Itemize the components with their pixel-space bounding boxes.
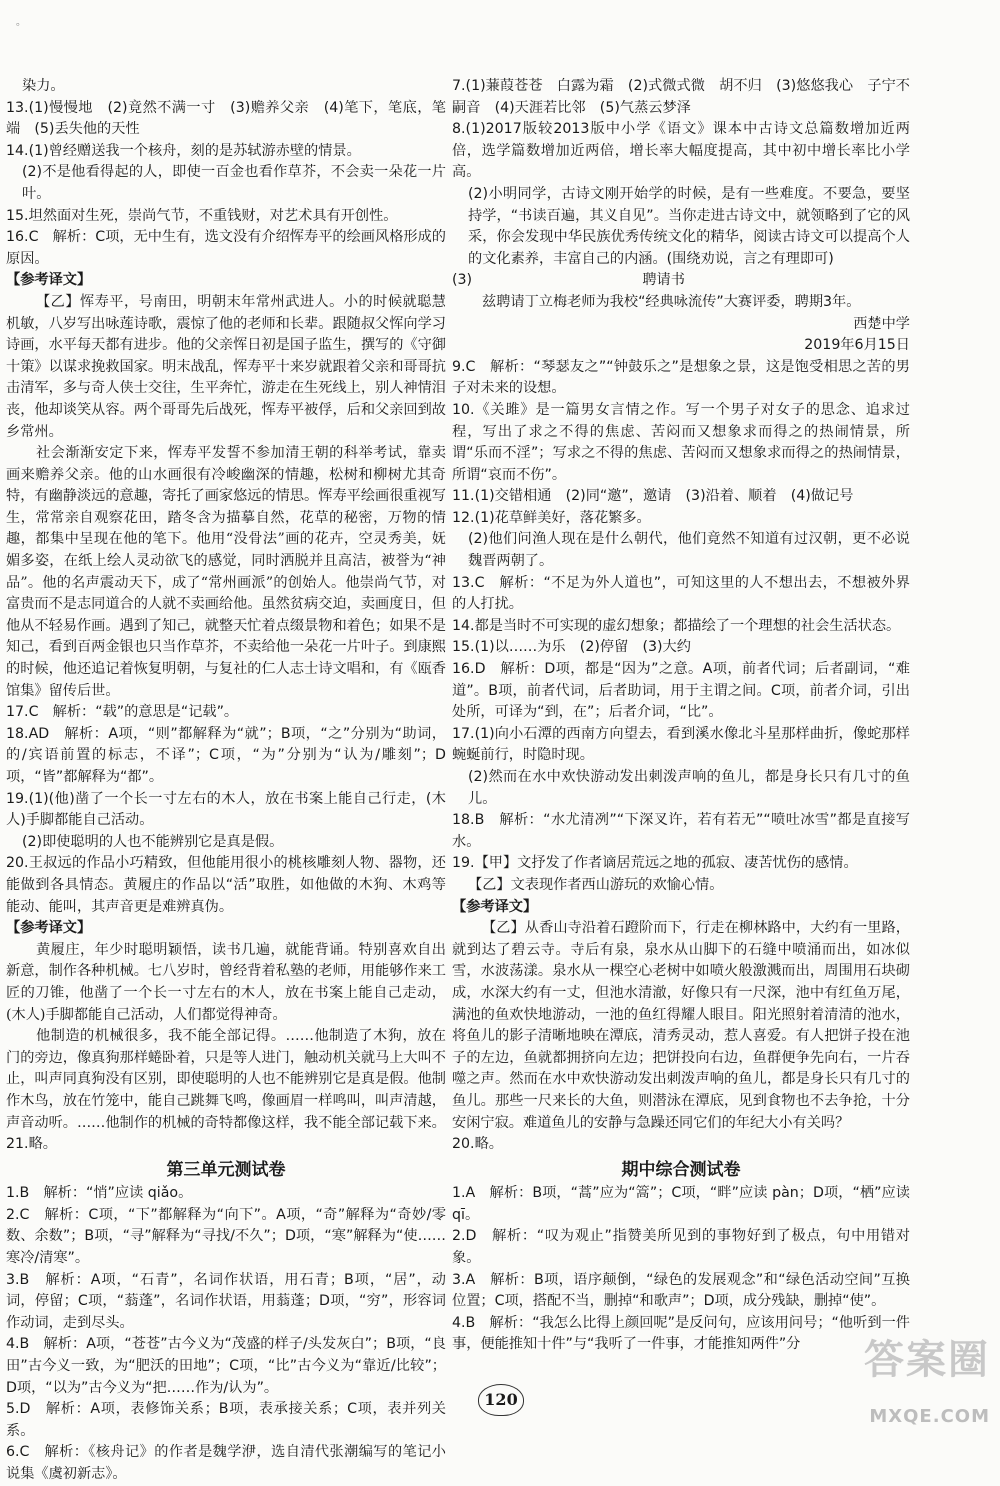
answer-paragraph: 20.王叔远的作品小巧精致，但他能用很小的桃核雕刻人物、器物，还能做到各具情态。黄履庄的作品以“活”取胜，如他做的木狗、木鸡等能动、能叫，其声音更是难辨真伪。: [6, 855, 446, 915]
answer-paragraph: 16.D 解析：D项，都是“因为”之意。A项，前者代词；后者副词，“难道”。B项，前者代词，后者助词，用于主谓之间。C项，前者介词，引出处所，可译为“到，在”；后者介词，“比”。: [452, 661, 910, 721]
answer-paragraph: 17.C 解析：“载”的意思是“记载”。: [6, 704, 239, 721]
answer-paragraph: 19.【甲】文抒发了作者谪居荒远之地的孤寂、凄苦忧伤的感情。: [452, 855, 858, 872]
answer-paragraph: 13.(1)慢慢地 (2)竟然不满一寸 (3)赡养父亲 (4)笔下，笔底，笔端 (5)丢失他的天性: [6, 99, 446, 138]
answer-paragraph: 18.B 解析：“水尤清冽”“下深叉许，若有若无”“喷吐冰雪”都是直接写水。: [452, 812, 910, 850]
answer-paragraph: (2)不是他看得起的人，即使一百金也看作草芥，不会卖一朵花一片叶。: [22, 164, 446, 202]
watermark: [800, 1337, 990, 1428]
corner-mark: 。: [16, 17, 26, 28]
answer-paragraph: 8.(1)2017版较2013版中小学《语文》课本中古诗文总篇数增加近两倍，选学篇数增加近两倍，增长率大幅度提高，其中初中增长率比小学高。: [452, 121, 910, 181]
answer-paragraph: 2.C 解析：C项，“下”都解释为“向下”。A项，“奇”解释为“奇妙/零数、余数”；B项，“寻”解释为“寻找/不久”；D项，“寒”解释为“使……寒冷/清寒”。: [6, 1206, 446, 1267]
answer-paragraph: 【乙】文表现作者西山游玩的欢愉心情。: [468, 876, 724, 893]
watermark-url: MXQE.COM: [869, 1406, 990, 1428]
page-number: 120: [478, 1384, 524, 1416]
answer-paragraph: 17.(1)向小石潭的西南方向望去，看到溪水像北斗星那样曲折，像蛇那样蜿蜒前行，时隐时现。: [452, 725, 910, 764]
reference-translation-heading: 【参考译文】: [6, 920, 92, 937]
answer-paragraph: 2019年6月15日: [804, 337, 910, 354]
answer-paragraph: (2)小明同学，古诗文刚开始学的时候，是有一些难度。不要急，要坚持学，“书读百遍，其义自见”。当你走进古诗文中，就领略到了它的风采，你会发现中华民族优秀传统文化的精华，阅读古诗文可以提高个人的文化素养，丰富自己的内涵。(围绕劝说，言之有理即可): [468, 185, 910, 267]
answer-paragraph: 4.B 解析：A项，“苍苍”古今义为“茂盛的样子/头发灰白”；B项，“良田”古今义一致，为“肥沃的田地”；C项，“比”古今义为“靠近/比较”；D项，“以为”古今义为“把……作为/认为”。: [6, 1336, 446, 1396]
answer-paragraph: 6.C 解析：《核舟记》的作者是魏学洢，选自清代张潮编写的笔记小说集《虞初新志》。: [6, 1444, 446, 1482]
answer-paragraph: 1.A 解析：B项，“蒿”应为“篙”；C项，“畔”应读 pàn；D项，“栖”应读 qī。: [452, 1185, 910, 1223]
answer-paragraph: 15.坦然面对生死，崇尚气节，不重钱财，对艺术具有开创性。: [6, 207, 398, 224]
answer-paragraph: 19.(1)(他)凿了一个长一寸左右的木人，放在书案上能自己行走，(木人)手脚都能自己活动。: [6, 790, 446, 829]
answer-paragraph: 11.(1)交错相通 (2)同“邀”，邀请 (3)沿着、顺着 (4)做记号: [452, 488, 854, 505]
answer-paragraph: 黄履庄，年少时聪明颖悟，读书几遍，就能背诵。特别喜欢自出新意，制作各种机械。七八岁时，曾经背着私塾的老师，用能够作来工匠的刀锥，他凿了一个长一寸左右的木人，放在书案上能自己走动，(木人)手脚都能自己活动，人们都觉得神奇。: [6, 941, 446, 1023]
right-column: [452, 76, 910, 1356]
answer-paragraph: 15.(1)以……为乐 (2)停留 (3)大约: [452, 639, 691, 656]
reference-translation-heading: 【参考译文】: [6, 272, 92, 289]
left-column: [6, 76, 446, 1486]
answer-paragraph: 4.B 解析：“我怎么比得上颜回呢”是反问句，应该用问号；“他听到一件事，便能推知十件”与“我听了一件事，才能推知两件”分: [452, 1314, 910, 1353]
answer-paragraph: (3) 聘请书: [452, 272, 685, 289]
answer-paragraph: 染力。: [22, 78, 65, 94]
answer-paragraph: 21.略。: [6, 1136, 57, 1153]
answer-paragraph: 【乙】从香山寺沿着石蹬阶而下，行走在柳林路中，大约有一里路，就到达了碧云寺。寺后有泉，泉水从山脚下的石缝中喷涌而出，如冰似雪，水波荡漾。泉水从一棵空心老树中如喷火般激溅而出，周围用石块砌成，水深大约有一丈，但池水清澈，好像只有一尺深，池中有红鱼万尾，满池的鱼欢快地游动，一池的鱼红得耀人眼目。阳光照射着清清的池水，将鱼儿的影子清晰地映在潭底，清秀灵动，惹人喜爱。有人把饼子投在池子的左边，鱼就都拥挤向左边；把饼投向右边，鱼群便争先向右，一片吞噬之声。然而在水中欢快游动发出刺泼声响的鱼儿，都是身长只有几寸的鱼儿。那些一尺来长的大鱼，则潜泳在潭底，见到食物也不去争抢，十分安闲宁寂。难道鱼儿的安静与急躁还同它们的年纪大小有关吗？: [452, 920, 910, 1131]
answer-paragraph: (2)然而在水中欢快游动发出刺泼声响的鱼儿，都是身长只有几寸的鱼儿。: [468, 769, 910, 807]
watermark-logo-text: 答案圈: [864, 1337, 990, 1383]
answer-paragraph: 3.B 解析：A项，“石青”，名词作状语，用石青；B项，“居”，动词，停留；C项，“蓊蓬”，名词作状语，用蓊蓬；D项，“穷”，形容词作动词，走到尽头。: [6, 1271, 446, 1331]
section-title: 第三单元测试卷: [166, 1159, 286, 1180]
answer-paragraph: 14.(1)曾经赠送我一个核舟，刻的是苏轼游赤壁的情景。: [6, 142, 361, 159]
answer-paragraph: 1.B 解析：“悄”应读 qiǎo。: [6, 1185, 193, 1202]
answer-paragraph: 兹聘请丁立梅老师为我校“经典咏流传”大赛评委，聘期3年。: [482, 293, 861, 310]
answer-paragraph: 16.C 解析：C项，无中生有，选文没有介绍恽寿平的绘画风格形成的原因。: [6, 229, 446, 267]
reference-translation-heading: 【参考译文】: [452, 898, 538, 915]
answer-paragraph: 5.D 解析：A项，表修饰关系；B项，表承接关系；C项，表并列关系。: [6, 1401, 446, 1439]
answer-paragraph: (2)即使聪明的人也不能辨别它是真是假。: [22, 833, 284, 850]
answer-paragraph: (2)他们问渔人现在是什么朝代，他们竟然不知道有过汉朝，更不必说魏晋两朝了。: [468, 531, 910, 570]
answer-paragraph: 20.略。: [452, 1136, 503, 1153]
answer-paragraph: 社会渐渐安定下来，恽寿平发誓不参加清王朝的科举考试，靠卖画来赡养父亲。他的山水画很有冷峻幽深的情趣，松树和柳树尤其奇特，有幽静淡远的意趣，寄托了画家悠远的情思。恽寿平绘画很重视写生，常常亲自观察花田，踏冬含为描摹自然，花草的秘密，万物的情趣，都集中呈现在他的笔下。他用“没骨法”画的花卉，空灵秀美，妩媚多姿，在纸上绘人灵动欲飞的感觉，同时洒脱并且高洁，被誉为“神品”。他的名声震动天下，成了“常州画派”的创始人。他崇尚气节，对富贵而不是志同道合的人就不卖画给他。虽然贫病交迫，卖画度日，但他从不轻易作画。遇到了知己，就整天忙着点缀景物和着色；如果不是知己，看到百两金银也只当作草芥，不卖给他一朵花一片叶子。到康熙的时候，他还追记着恢复明朝，与复社的仁人志士诗文唱和，有《瓯香馆集》留传后世。: [6, 445, 446, 699]
answer-paragraph: 【乙】恽寿平，号南田，明朝末年常州武进人。小的时候就聪慧机敏，八岁写出咏莲诗歌，震惊了他的老师和长辈。跟随叔父恽向学习诗画，水平每天都有进步。他的父亲恽日初是国子监生，撰写的《守御十策》以谋求挽救国家。明末战乱，恽寿平十来岁就跟着父亲和哥哥抗击清军，多与奇人侠士交往，生平奔忙，游走在生死线上，别人神情泪丧，他却谈笑从容。两个哥哥先后战死，恽寿平被俘，后和父亲回到故乡常州。: [6, 293, 446, 440]
answer-paragraph: 西楚中学: [853, 315, 910, 332]
answer-paragraph: 3.A 解析：B项，语序颠倒，“绿色的发展观念”和“绿色活动空间”互换位置；C项，搭配不当，删掉“和歌声”；D项，成分残缺，删掉“使”。: [452, 1271, 910, 1310]
answer-paragraph: 9.C 解析：“琴瑟友之”“钟鼓乐之”是想象之景，这是饱受相思之苦的男子对未来的设想。: [452, 358, 910, 397]
answer-paragraph: 18.AD 解析：A项，“则”都解释为“就”；B项，“之”分别为“助词，的/宾语前置的标志，不译”；C项，“为”分别为“认为/雕刻”；D项，“皆”都解释为“都”。: [6, 725, 446, 785]
section-title: 期中综合测试卷: [621, 1159, 741, 1180]
answer-paragraph: 10.《关雎》是一篇男女言情之作。写一个男子对女子的思念、追求过程，写出了求之不得的焦虑、苦闷而又想象求而得之的热闹情景，所谓“乐而不淫”；写求之不得的焦虑、苦闷而又想象求而得之的热闹情景，所谓“哀而不伤”。: [452, 401, 910, 483]
answer-paragraph: 7.(1)蒹葭苍苍 白露为霜 (2)式微式微 胡不归 (3)悠悠我心 子宁不嗣音 (4)天涯若比邻 (5)气蒸云梦泽: [452, 78, 910, 116]
answer-paragraph: 14.都是当时不可实现的虚幻想象；都描绘了一个理想的社会生活状态。: [452, 617, 901, 634]
answer-paragraph: 他制造的机械很多，我不能全部记得。……他制造了木狗，放在门的旁边，像真狗那样蜷卧着，只是等人进门，触动机关就马上大叫不止，叫声同真狗没有区别，即使聪明的人也不能辨别它是真是假。他制作木鸟，放在竹笼中，能自己跳舞飞鸣，像画眉一样鸣叫，叫声清越，声音动听。……他制作的机械的奇特都像这样，我不能全部记载下来。: [6, 1028, 446, 1131]
answer-paragraph: 12.(1)花草鲜美好，落花繁多。: [452, 509, 651, 526]
answer-paragraph: 13.C 解析：“不足为外人道也”，可知这里的人不想出去，不想被外界的人打扰。: [452, 574, 910, 613]
answer-paragraph: 2.D 解析：“叹为观止”指赞美所见到的事物好到了极点，句中用错对象。: [452, 1228, 910, 1267]
